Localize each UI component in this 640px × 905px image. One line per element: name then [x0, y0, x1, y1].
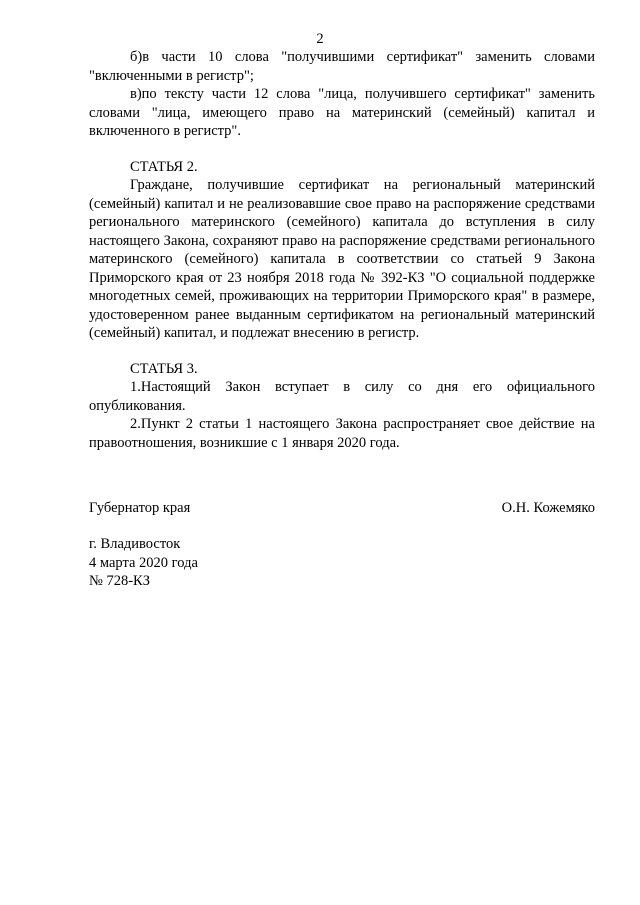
spacer — [89, 141, 595, 158]
meta-date: 4 марта 2020 года — [89, 554, 198, 571]
meta-city: г. Владивосток — [89, 536, 181, 552]
paragraph-item-v: в)по тексту части 12 слова "лица, получившего сертификат" заменить словами "лица, имеющего право на материнский (семейный) капитал и включенного в регистр". — [89, 86, 595, 139]
article-3-heading: СТАТЬЯ 3. — [130, 360, 198, 377]
page-number: 2 — [316, 31, 324, 47]
signature-name: О.Н. Кожемяко — [501, 500, 595, 516]
document-meta — [89, 535, 198, 591]
spacer — [89, 343, 595, 360]
meta-number: № 728-КЗ — [89, 573, 150, 589]
article-3-item-1: 1.Настоящий Закон вступает в силу со дня его официального опубликования. — [89, 379, 595, 414]
article-2-text: Граждане, получившие сертификат на региональный материнский (семейный) капитал и не реализовавшие свое право на распоряжение средствами регионального материнского (семейного) капитала до вступления в силу настоящего Закона, сохраняют право на распоряжение средствами регионального материнского (семейного) капитала в соответствии со статьей 9 Закона Приморского края от 23 ноября 2018 года № 392-КЗ "О социальной поддержке многодетных семей, проживающих на территории Приморского края" в размере, удостоверенном ранее выданным сертификатом на региональный материнский (семейный) капитал, и подлежат внесению в регистр. — [89, 177, 595, 341]
document-body — [89, 48, 595, 452]
paragraph-item-b: б)в части 10 слова "получившими сертификат" заменить словами "включенными в регистр"; — [89, 49, 595, 84]
article-2-heading: СТАТЬЯ 2. — [130, 158, 198, 175]
signature-position: Губернатор края — [89, 500, 191, 516]
article-3-item-2: 2.Пункт 2 статьи 1 настоящего Закона распространяет свое действие на правоотношения, возникшие с 1 января 2020 года. — [89, 416, 595, 451]
signature-block — [89, 499, 595, 518]
